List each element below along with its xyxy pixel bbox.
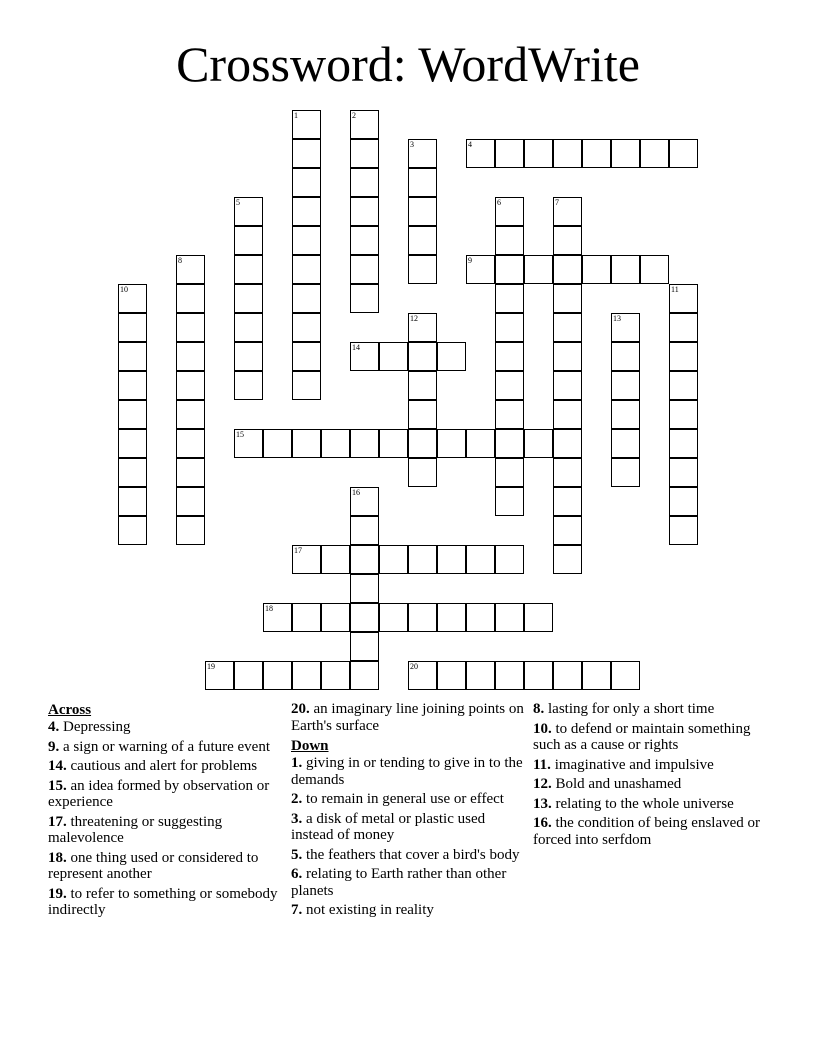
grid-cell[interactable] xyxy=(118,284,147,313)
grid-cell[interactable] xyxy=(176,516,205,545)
grid-cell[interactable] xyxy=(408,139,437,168)
grid-cell[interactable] xyxy=(611,342,640,371)
grid-cell[interactable] xyxy=(553,545,582,574)
grid-cell[interactable] xyxy=(408,400,437,429)
grid-cell[interactable] xyxy=(234,197,263,226)
grid-cell[interactable] xyxy=(669,429,698,458)
grid-cell[interactable] xyxy=(553,139,582,168)
grid-cell[interactable] xyxy=(292,255,321,284)
grid-cell[interactable] xyxy=(118,342,147,371)
clue-item: 5. the feathers that cover a bird's body xyxy=(291,846,520,863)
clue-item: 9. a sign or warning of a future event xyxy=(48,738,271,755)
grid-cell[interactable] xyxy=(176,255,205,284)
grid-cell[interactable] xyxy=(553,458,582,487)
grid-cell[interactable] xyxy=(553,197,582,226)
grid-cell[interactable] xyxy=(176,487,205,516)
cell-number: 4 xyxy=(468,140,472,149)
grid-cell[interactable] xyxy=(408,545,437,574)
grid-cell[interactable] xyxy=(495,255,524,284)
cell-number: 17 xyxy=(294,546,302,555)
grid-cell[interactable] xyxy=(524,603,553,632)
grid-cell[interactable] xyxy=(437,342,466,371)
grid-cell[interactable] xyxy=(611,313,640,342)
grid-cell[interactable] xyxy=(495,342,524,371)
grid-cell[interactable] xyxy=(408,313,437,342)
clue-item: 1. giving in or tending to give in to the demands xyxy=(291,755,523,788)
grid-cell[interactable] xyxy=(437,545,466,574)
cell-number: 13 xyxy=(613,314,621,323)
grid-cell[interactable] xyxy=(466,429,495,458)
grid-cell[interactable] xyxy=(611,139,640,168)
grid-cell[interactable] xyxy=(379,603,408,632)
grid-cell[interactable] xyxy=(292,603,321,632)
clue-item: 17. threatening or suggesting malevolence xyxy=(48,813,223,846)
grid-cell[interactable] xyxy=(495,284,524,313)
grid-cell[interactable] xyxy=(350,197,379,226)
grid-cell[interactable] xyxy=(524,255,553,284)
grid-cell[interactable] xyxy=(118,400,147,429)
grid-cell[interactable] xyxy=(350,661,379,690)
grid-cell[interactable] xyxy=(118,371,147,400)
grid-cell[interactable] xyxy=(350,545,379,574)
grid-cell[interactable] xyxy=(495,545,524,574)
grid-cell[interactable] xyxy=(495,400,524,429)
grid-cell[interactable] xyxy=(234,255,263,284)
grid-cell[interactable] xyxy=(553,661,582,690)
grid-cell[interactable] xyxy=(553,255,582,284)
clue-item: 13. relating to the whole universe xyxy=(533,795,734,812)
grid-cell[interactable] xyxy=(234,226,263,255)
grid-cell[interactable] xyxy=(669,284,698,313)
grid-cell[interactable] xyxy=(611,429,640,458)
grid-cell[interactable] xyxy=(669,400,698,429)
cell-number: 8 xyxy=(178,256,182,265)
clue-item: 18. one thing used or considered to represent another xyxy=(48,849,259,882)
grid-cell[interactable] xyxy=(205,661,234,690)
grid-cell[interactable] xyxy=(669,313,698,342)
grid-cell[interactable] xyxy=(350,429,379,458)
grid-cell[interactable] xyxy=(118,487,147,516)
grid-cell[interactable] xyxy=(495,458,524,487)
grid-cell[interactable] xyxy=(118,429,147,458)
grid-cell[interactable] xyxy=(176,284,205,313)
grid-cell[interactable] xyxy=(669,458,698,487)
grid-cell[interactable] xyxy=(176,458,205,487)
grid-cell[interactable] xyxy=(669,342,698,371)
grid-cell[interactable] xyxy=(669,516,698,545)
grid-cell[interactable] xyxy=(292,110,321,139)
grid-cell[interactable] xyxy=(408,255,437,284)
grid-cell[interactable] xyxy=(350,487,379,516)
grid-cell[interactable] xyxy=(640,255,669,284)
grid-cell[interactable] xyxy=(350,574,379,603)
grid-cell[interactable] xyxy=(234,661,263,690)
grid-cell[interactable] xyxy=(118,313,147,342)
clue-item: 12. Bold and unashamed xyxy=(533,776,682,792)
grid-cell[interactable] xyxy=(350,632,379,661)
grid-cell[interactable] xyxy=(466,603,495,632)
grid-cell[interactable] xyxy=(292,168,321,197)
grid-cell[interactable] xyxy=(553,400,582,429)
grid-cell[interactable] xyxy=(350,342,379,371)
clue-item: 10. to defend or maintain something such as a cause or rights xyxy=(533,720,751,753)
clue-item: 7. not existing in reality xyxy=(291,902,434,918)
grid-cell[interactable] xyxy=(408,342,437,371)
grid-cell[interactable] xyxy=(350,255,379,284)
cell-number: 18 xyxy=(265,604,273,613)
grid-cell[interactable] xyxy=(669,487,698,516)
grid-cell[interactable] xyxy=(379,342,408,371)
cell-number: 2 xyxy=(352,111,356,120)
grid-cell[interactable] xyxy=(292,429,321,458)
clue-item: 15. an idea formed by observation or experience xyxy=(48,777,270,810)
grid-cell[interactable] xyxy=(611,661,640,690)
grid-cell[interactable] xyxy=(321,603,350,632)
grid-cell[interactable] xyxy=(611,458,640,487)
clue-heading: Across xyxy=(48,702,92,718)
grid-cell[interactable] xyxy=(292,313,321,342)
grid-cell[interactable] xyxy=(292,284,321,313)
grid-cell[interactable] xyxy=(350,139,379,168)
grid-cell[interactable] xyxy=(437,661,466,690)
grid-cell[interactable] xyxy=(495,197,524,226)
grid-cell[interactable] xyxy=(408,226,437,255)
cell-number: 19 xyxy=(207,662,215,671)
grid-cell[interactable] xyxy=(118,516,147,545)
grid-cell[interactable] xyxy=(350,110,379,139)
grid-cell[interactable] xyxy=(611,371,640,400)
grid-cell[interactable] xyxy=(495,226,524,255)
grid-cell[interactable] xyxy=(321,545,350,574)
grid-cell[interactable] xyxy=(408,429,437,458)
clue-item: 20. an imaginary line joining points on Earth's surface xyxy=(291,701,524,734)
grid-cell[interactable] xyxy=(292,545,321,574)
clue-item: 3. a disk of metal or plastic used instead of money xyxy=(291,810,486,843)
grid-cell[interactable] xyxy=(553,516,582,545)
grid-cell[interactable] xyxy=(524,429,553,458)
grid-cell[interactable] xyxy=(553,371,582,400)
grid-cell[interactable] xyxy=(350,226,379,255)
grid-cell[interactable] xyxy=(408,197,437,226)
grid-cell[interactable] xyxy=(234,342,263,371)
grid-cell[interactable] xyxy=(263,603,292,632)
grid-cell[interactable] xyxy=(234,429,263,458)
grid-cell[interactable] xyxy=(437,429,466,458)
grid-cell[interactable] xyxy=(321,661,350,690)
grid-cell[interactable] xyxy=(466,255,495,284)
cell-number: 6 xyxy=(497,198,501,207)
clue-item: 11. imaginative and impulsive xyxy=(533,756,714,773)
grid-cell[interactable] xyxy=(263,661,292,690)
grid-cell[interactable] xyxy=(234,313,263,342)
grid-cell[interactable] xyxy=(524,661,553,690)
grid-cell[interactable] xyxy=(379,545,408,574)
cell-number: 11 xyxy=(671,285,679,294)
grid-cell[interactable] xyxy=(524,139,553,168)
grid-cell[interactable] xyxy=(292,139,321,168)
grid-cell[interactable] xyxy=(495,603,524,632)
clue-item: 16. the condition of being enslaved or forced into serfdom xyxy=(533,815,761,848)
grid-cell[interactable] xyxy=(466,545,495,574)
grid-cell[interactable] xyxy=(495,661,524,690)
cell-number: 7 xyxy=(555,198,559,207)
grid-cell[interactable] xyxy=(640,139,669,168)
grid-cell[interactable] xyxy=(379,429,408,458)
grid-cell[interactable] xyxy=(495,371,524,400)
grid-cell[interactable] xyxy=(582,139,611,168)
grid-cell[interactable] xyxy=(408,168,437,197)
cell-number: 14 xyxy=(352,343,360,352)
grid-cell[interactable] xyxy=(263,429,292,458)
grid-cell[interactable] xyxy=(321,429,350,458)
grid-cell[interactable] xyxy=(408,661,437,690)
cell-number: 1 xyxy=(294,111,298,120)
grid-cell[interactable] xyxy=(669,139,698,168)
grid-cell[interactable] xyxy=(466,139,495,168)
grid-cell[interactable] xyxy=(176,400,205,429)
grid-cell[interactable] xyxy=(408,603,437,632)
grid-cell[interactable] xyxy=(408,458,437,487)
page-title: Crossword: WordWrite xyxy=(176,36,640,92)
grid-cell[interactable] xyxy=(234,371,263,400)
clue-item: 19. to refer to something or somebody indirectly xyxy=(48,885,278,918)
grid-cell[interactable] xyxy=(495,139,524,168)
cell-number: 5 xyxy=(236,198,240,207)
grid-cell[interactable] xyxy=(553,313,582,342)
grid-cell[interactable] xyxy=(350,603,379,632)
cell-number: 3 xyxy=(410,140,414,149)
cell-number: 9 xyxy=(468,256,472,265)
clue-item: 8. lasting for only a short time xyxy=(533,701,715,717)
clues-column-2 xyxy=(291,701,526,922)
clue-item: 6. relating to Earth rather than other planets xyxy=(291,866,507,899)
grid-cell[interactable] xyxy=(611,255,640,284)
grid-cell[interactable] xyxy=(553,429,582,458)
cell-number: 16 xyxy=(352,488,360,497)
grid-cell[interactable] xyxy=(408,371,437,400)
grid-cell[interactable] xyxy=(611,400,640,429)
grid-cell[interactable] xyxy=(350,284,379,313)
grid-cell[interactable] xyxy=(292,342,321,371)
cell-number: 10 xyxy=(120,285,128,294)
grid-cell[interactable] xyxy=(495,487,524,516)
grid-cell[interactable] xyxy=(292,371,321,400)
grid-cell[interactable] xyxy=(176,371,205,400)
grid-cell[interactable] xyxy=(495,313,524,342)
grid-cell[interactable] xyxy=(553,226,582,255)
grid-cell[interactable] xyxy=(118,458,147,487)
grid-cell[interactable] xyxy=(292,197,321,226)
grid-cell[interactable] xyxy=(292,226,321,255)
grid-cell[interactable] xyxy=(669,371,698,400)
cell-number: 15 xyxy=(236,430,244,439)
grid-cell[interactable] xyxy=(495,429,524,458)
grid-cell[interactable] xyxy=(437,603,466,632)
grid-cell[interactable] xyxy=(466,661,495,690)
grid-cell[interactable] xyxy=(582,661,611,690)
clues-column-3 xyxy=(533,701,768,851)
clue-item: 2. to remain in general use or effect xyxy=(291,791,504,807)
cell-number: 12 xyxy=(410,314,418,323)
clue-item: 14. cautious and alert for problems xyxy=(48,758,258,774)
grid-cell[interactable] xyxy=(176,313,205,342)
cell-number: 20 xyxy=(410,662,418,671)
grid-cell[interactable] xyxy=(350,168,379,197)
grid-cell[interactable] xyxy=(553,342,582,371)
grid-cell[interactable] xyxy=(350,516,379,545)
grid-cell[interactable] xyxy=(176,429,205,458)
clue-heading: Down xyxy=(291,738,329,754)
grid-cell[interactable] xyxy=(553,284,582,313)
grid-cell[interactable] xyxy=(553,487,582,516)
grid-cell[interactable] xyxy=(176,342,205,371)
grid-cell[interactable] xyxy=(582,255,611,284)
grid-cell[interactable] xyxy=(292,661,321,690)
clue-item: 4. Depressing xyxy=(48,719,131,735)
clues-column-1 xyxy=(48,701,283,922)
grid-cell[interactable] xyxy=(234,284,263,313)
